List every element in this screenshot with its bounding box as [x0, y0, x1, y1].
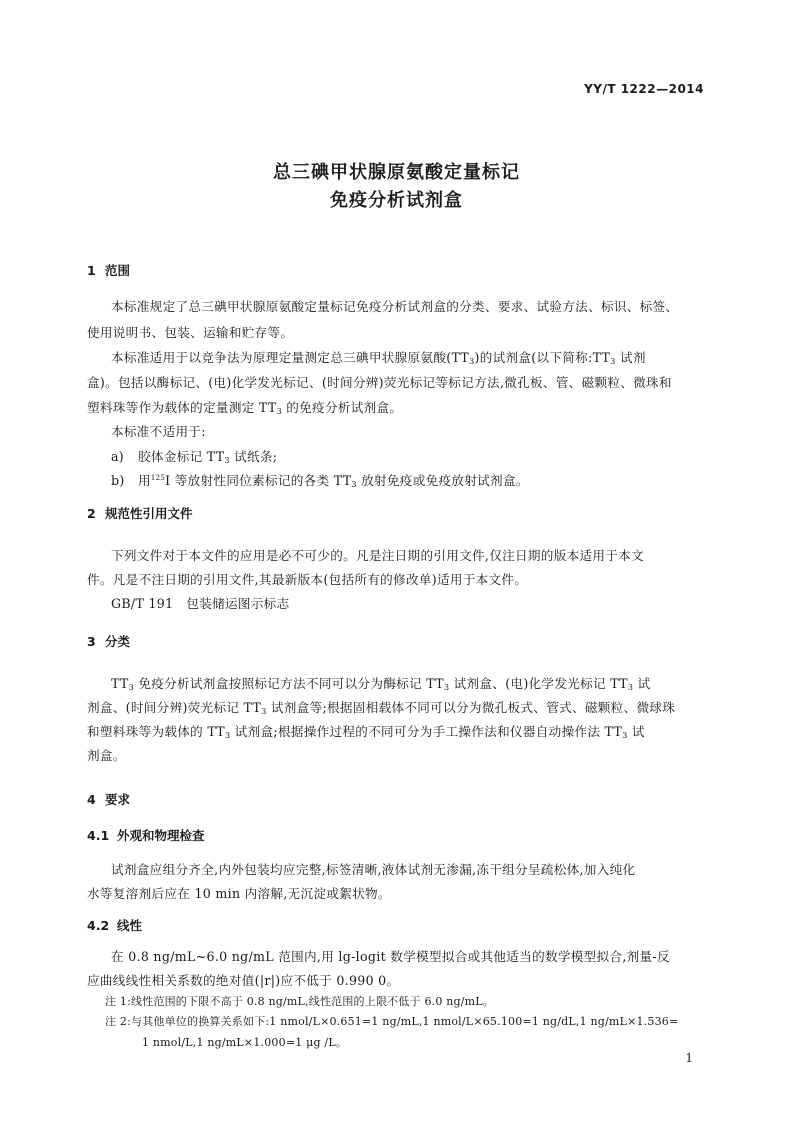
section-title: 要求: [105, 792, 131, 807]
paragraph-line: 和塑料珠等为载体的 $TT_3$ 试剂盒;根据操作过程的不同可分为手工操作法和仪器自动操作法 $TT_3$ 试: [87, 724, 645, 740]
subsection-title: 线性: [117, 918, 143, 933]
list-item-b: b) 用$^{125}$I 等放射性同位素标记的各类 $TT_3$ 放射免疫或免疫放射试剂盒。: [111, 473, 529, 489]
page-number: 1: [685, 1051, 693, 1065]
paragraph-line: 本标准规定了总三碘甲状腺原氨酸定量标记免疫分析试剂盒的分类、要求、试验方法、标识、标签、: [111, 299, 679, 314]
normative-reference: GB/T 191 包装储运图示标志: [111, 596, 290, 611]
list-item-a: a) 胶体金标记 $TT_3$ 试纸条;: [111, 449, 278, 465]
document-title-line1: 总三碘甲状腺原氨酸定量标记: [273, 162, 520, 183]
paragraph-line: 下列文件对于本文件的应用是必不可少的。凡是注日期的引用文件,仅注日期的版本适用于本文: [111, 548, 644, 563]
paragraph-line: 水等复溶剂后应在 10 min 内溶解,无沉淀或絮状物。: [87, 886, 391, 901]
subsection-4-1-heading: [87, 826, 205, 844]
paragraph-line: 应曲线线性相关系数的绝对值(|r|)应不低于 0.990 0。: [87, 973, 400, 988]
paragraph-line: 剂盒。: [87, 748, 126, 763]
subsection-title: 外观和物理检查: [117, 828, 205, 843]
section-title: 规范性引用文件: [105, 506, 193, 521]
section-number: 4: [87, 792, 96, 807]
paragraph-line: 件。凡是不注日期的引用文件,其最新版本(包括所有的修改单)适用于本文件。: [87, 572, 528, 587]
paragraph-line: $TT_3$ 免疫分析试剂盒按照标记方法不同可以分为酶标记 $TT_3$ 试剂盒、(电)化学发光标记 $TT_3$ 试: [111, 676, 651, 692]
document-title-line2: 免疫分析试剂盒: [330, 190, 463, 211]
section-4-heading: [87, 790, 130, 808]
note-2-line1: 注 2:与其他单位的换算关系如下:1 nmol/L×0.651=1 ng/mL,1 nmol/L×65.100=1 ng/dL,1 ng/mL×1.536=: [105, 1015, 679, 1028]
section-number: 3: [87, 634, 96, 649]
subsection-4-2-heading: [87, 916, 142, 934]
paragraph-line: 本标准不适用于:: [111, 424, 206, 439]
standard-number: YY/T 1222—2014: [584, 82, 704, 96]
paragraph-line: 在 0.8 ng/mL~6.0 ng/mL 范围内,用 lg-logit 数学模型拟合或其他适当的数学模型拟合,剂量-反: [111, 949, 670, 964]
section-3-heading: [87, 632, 130, 650]
paragraph-line: 盒)。包括以酶标记、(电)化学发光标记、(时间分辨)荧光标记等标记方法,微孔板、管、磁颗粒、微珠和: [87, 375, 672, 390]
section-number: 1: [87, 263, 96, 278]
paragraph-line: 塑料珠等作为载体的定量测定 $TT_3$ 的免疫分析试剂盒。: [87, 400, 403, 416]
paragraph-line: 试剂盒应组分齐全,内外包装均应完整,标签清晰,液体试剂无渗漏,冻干组分呈疏松体,加入纯化: [111, 862, 636, 877]
note-2-line2: 1 nmol/L,1 ng/mL×1.000=1 μg /L。: [142, 1036, 348, 1049]
subsection-number: 4.2: [87, 918, 110, 933]
section-title: 分类: [105, 634, 131, 649]
paragraph-line: 剂盒、(时间分辨)荧光标记 $TT_3$ 试剂盒等;根据固相载体不同可以分为微孔板式、管式、磁颗粒、微球珠: [87, 700, 676, 716]
paragraph-line: 使用说明书、包装、运输和贮存等。: [87, 325, 294, 340]
section-1-heading: [87, 261, 130, 279]
section-title: 范围: [105, 263, 131, 278]
section-number: 2: [87, 506, 96, 521]
subsection-number: 4.1: [87, 828, 110, 843]
paragraph-line: 本标准适用于以竞争法为原理定量测定总三碘甲状腺原氨酸$(TT_3)$的试剂盒(以下简称$:TT_3$ 试剂: [111, 350, 646, 366]
section-2-heading: [87, 504, 193, 522]
note-1: 注 1:线性范围的下限不高于 0.8 ng/mL,线性范围的上限不低于 6.0 ng/mL。: [105, 995, 495, 1008]
